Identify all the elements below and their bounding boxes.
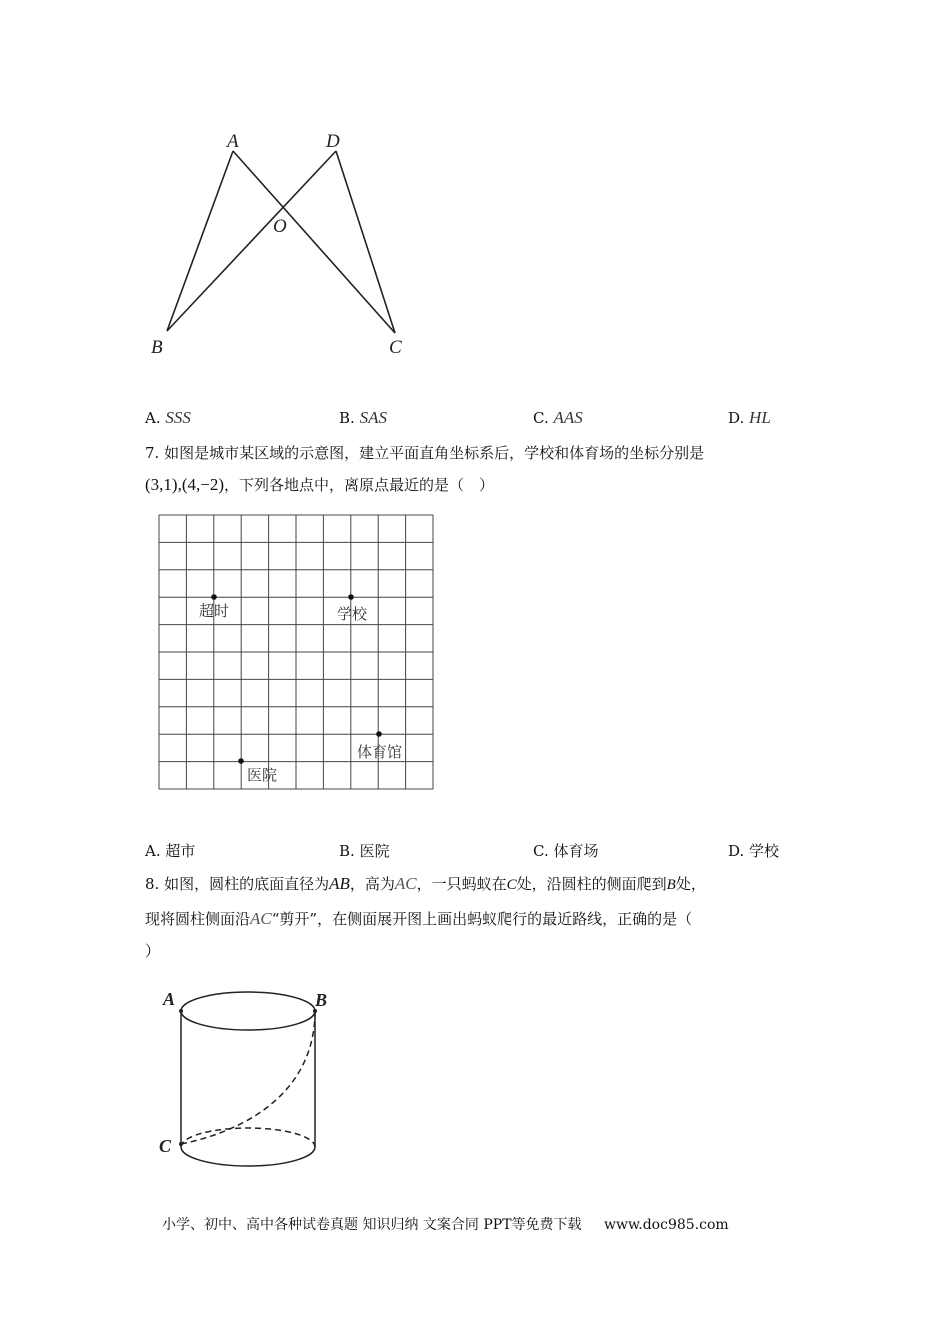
math-C: C xyxy=(506,877,517,893)
q7-option-a[interactable] xyxy=(145,840,195,861)
point-school xyxy=(337,594,368,623)
math-AC: AC xyxy=(250,909,272,928)
option-letter: C. xyxy=(533,409,549,427)
segment-AB xyxy=(167,151,233,331)
top-ellipse xyxy=(181,992,315,1030)
option-value: 体育场 xyxy=(553,842,599,860)
q8-stem-line2 xyxy=(145,908,692,929)
label-A: A xyxy=(163,989,176,1009)
text: 现将圆柱侧面沿 xyxy=(145,910,251,928)
q8-stem-line1 xyxy=(145,873,706,894)
q6-option-b[interactable] xyxy=(339,408,387,428)
q6-option-a[interactable] xyxy=(145,408,191,428)
q6-option-d[interactable] xyxy=(728,408,771,428)
label-hospital: 医院 xyxy=(247,766,278,784)
option-value: 学校 xyxy=(749,842,780,860)
label-C: C xyxy=(159,1136,172,1156)
text: 8. 如图，圆柱的底面直径为 xyxy=(145,875,330,893)
ant-path-curve xyxy=(181,1011,315,1144)
label-C: C xyxy=(389,337,402,358)
option-value: HL xyxy=(749,408,771,427)
label-supermarket: 超时 xyxy=(199,602,230,620)
text: 处， xyxy=(675,875,706,893)
text: 处，沿圆柱的侧面爬到 xyxy=(516,875,667,893)
math-AC: AC xyxy=(394,874,417,893)
crossed-triangles-figure xyxy=(140,120,430,370)
option-letter: A. xyxy=(145,842,161,860)
q8-stem-line3: ） xyxy=(145,942,161,960)
page-footer xyxy=(162,1214,729,1234)
segment-DC xyxy=(336,151,395,333)
footer-url[interactable]: www.doc985.com xyxy=(603,1217,729,1233)
label-O: O xyxy=(273,216,287,237)
option-letter: A. xyxy=(145,409,161,427)
label-A: A xyxy=(227,131,239,152)
label-B: B xyxy=(151,337,163,358)
city-grid-map xyxy=(150,505,450,805)
point-stadium xyxy=(357,731,402,761)
q7-stem-line2 xyxy=(145,474,494,495)
bottom-front-arc xyxy=(181,1147,315,1166)
cylinder-figure xyxy=(150,980,350,1180)
segment-AC xyxy=(233,151,395,333)
math-AB: AB xyxy=(329,874,350,893)
math-B: B xyxy=(666,877,676,893)
option-value: 医院 xyxy=(359,842,390,860)
option-letter: D. xyxy=(728,842,745,860)
option-letter: C. xyxy=(533,842,549,860)
label-school: 学校 xyxy=(337,605,368,623)
text: ，一只蚂蚁在 xyxy=(416,875,507,893)
q7-coordinates: (3,1),(4,−2) xyxy=(145,475,224,494)
q7-option-d[interactable] xyxy=(728,840,779,861)
option-value: 超市 xyxy=(165,842,196,860)
text: ，高为 xyxy=(349,875,395,893)
option-letter: B. xyxy=(339,409,355,427)
label-D: D xyxy=(326,131,340,152)
label-B: B xyxy=(315,990,328,1010)
bottom-back-arc xyxy=(181,1128,315,1147)
option-letter: B. xyxy=(339,842,355,860)
q7-option-c[interactable] xyxy=(533,840,599,861)
option-value: SAS xyxy=(359,408,387,427)
q6-option-c[interactable] xyxy=(533,408,583,428)
q7-option-b[interactable] xyxy=(339,840,390,861)
label-stadium: 体育馆 xyxy=(357,743,403,761)
text: “剪开”，在侧面展开图上画出蚂蚁爬行的最近路线，正确的是（ xyxy=(271,910,693,928)
option-value: SSS xyxy=(165,408,191,427)
segment-DB xyxy=(167,151,336,331)
option-letter: D. xyxy=(728,409,745,427)
q7-stem-line1: 7. 如图是城市某区域的示意图，建立平面直角坐标系后，学校和体育场的坐标分别是 xyxy=(145,444,705,462)
option-value: AAS xyxy=(553,408,583,427)
footer-text: 小学、初中、高中各种试卷真题 知识归纳 文案合同 PPT等免费下载 xyxy=(162,1217,582,1233)
q7-stem-rest: ，下列各地点中，离原点最近的是（ ） xyxy=(223,476,494,494)
point-supermarket xyxy=(199,594,229,620)
